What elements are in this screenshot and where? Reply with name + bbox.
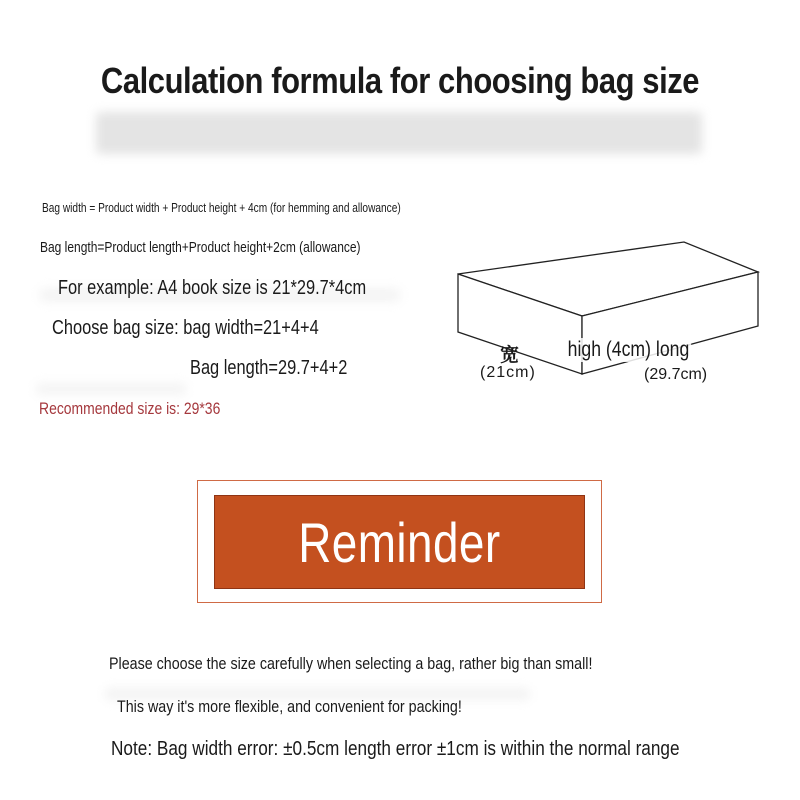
- faded-text-2: [36, 383, 186, 395]
- reminder-label: Reminder: [298, 510, 501, 574]
- page-title: Calculation formula for choosing bag size: [100, 60, 700, 101]
- note-line-3: Note: Bag width error: ±0.5cm length error ±1cm is within the normal range: [111, 738, 680, 760]
- length-value: (29.7cm): [644, 366, 708, 383]
- reminder-banner: [197, 480, 602, 603]
- width-label: 宽: [500, 345, 520, 366]
- example-text: For example: A4 book size is 21*29.7*4cm: [58, 277, 367, 299]
- bag-length-formula: Bag length=Product length+Product height+2cm (allowance): [40, 239, 361, 256]
- note-line-2: This way it's more flexible, and convenient for packing!: [117, 697, 462, 716]
- title-reflection: [96, 112, 702, 154]
- choose-length-text: Bag length=29.7+4+2: [190, 357, 348, 379]
- note-line-1: Please choose the size carefully when selecting a bag, rather big than small!: [109, 654, 593, 673]
- bag-width-formula: Bag width = Product width + Product height + 4cm (for hemming and allowance): [42, 200, 401, 215]
- choose-width-text: Choose bag size: bag width=21+4+4: [52, 317, 319, 339]
- width-value: (21cm): [480, 364, 536, 381]
- reminder-panel: [214, 495, 585, 589]
- height-length-label: high (4cm) long: [567, 338, 690, 361]
- recommended-size: Recommended size is: 29*36: [39, 399, 221, 418]
